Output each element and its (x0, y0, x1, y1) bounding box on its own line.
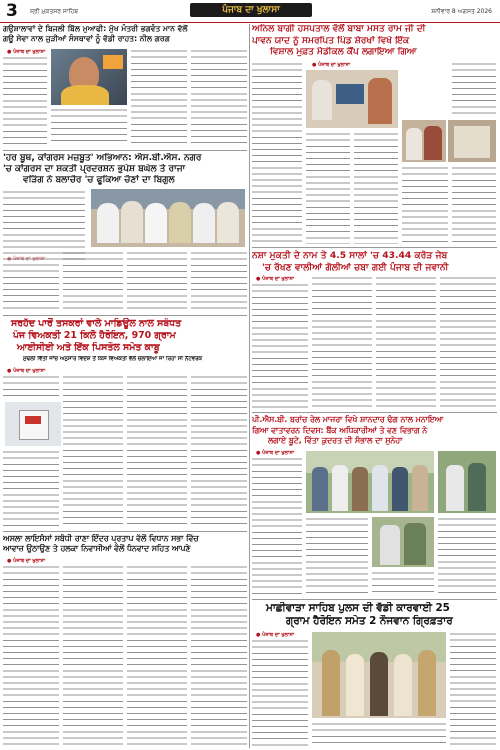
story-3-body-col-3 (127, 375, 187, 528)
story-4-headline-1: ਅਸਲਾ ਲਾਇਸੰਸਾਂ ਸਬੰਧੀ ਰਾਣਾ ਇੰਦਰ ਪ੍ਰਤਾਪ ਵੱਲੋਂ ਵਿਧਾਨ ਸਭਾ ਵਿੱਚ (3, 534, 199, 543)
story-1-body-col-4 (191, 49, 247, 146)
story-7-byline: ● ਪੰਜਾਬ ਦਾ ਖੁਲਾਸਾ (256, 450, 295, 456)
story-5-body-col-2 (306, 132, 350, 244)
story-3-headline-2: ਪੰਜ ਵਿਅਕਤੀ 21 ਕਿਲੋ ਹੈਰੋਇਨ, 970 ਗ੍ਰਾਮ (13, 330, 176, 341)
story-5-body-col-3 (354, 132, 398, 244)
story-1-byline: ● ਪੰਜਾਬ ਦਾ ਖੁਲਾਸਾ (7, 49, 46, 55)
story-2-body-col-4 (191, 251, 247, 311)
story-5-byline: ● ਪੰਜਾਬ ਦਾ ਖੁਲਾਸਾ (312, 62, 351, 68)
story-7-body-col-4 (438, 517, 496, 595)
story-5-body-col-6 (452, 166, 496, 244)
story-8-body-col-1 (252, 639, 308, 746)
story-3-byline: ● ਪੰਜਾਬ ਦਾ ਖੁਲਾਸਾ (7, 368, 46, 374)
story-1-headline-2-row (3, 34, 247, 44)
divider (3, 150, 247, 151)
page-number: 3 (6, 1, 18, 21)
story-6 (252, 250, 497, 410)
divider (3, 531, 247, 532)
story-8-body-col-3 (450, 632, 496, 746)
story-6-body-col-3 (376, 276, 436, 408)
story-7-photo-2 (438, 451, 496, 513)
story-5-headline-1: ਅਨਿਲ ਬਾਗੀ ਹਸਪਤਾਲ ਵੱਲੋਂ ਬਾਬਾ ਮਸਤ ਰਾਮ ਜੀ ਦੀ (252, 24, 426, 34)
story-1-photo (51, 49, 127, 105)
story-8 (252, 602, 497, 748)
story-8-headline-1: ਮਾਛੀਵਾੜਾ ਸਾਹਿਬ ਪੁਲਸ ਦੀ ਵੱਡੀ ਕਾਰਵਾਈ 25 (266, 602, 450, 614)
story-4-body-col-4 (191, 565, 247, 745)
story-6-body-col-2 (312, 276, 372, 408)
newspaper-name: ਸ੍ਰੀ ਮੁਕਤਸਰ ਸਾਹਿਬ (30, 8, 79, 15)
story-4-byline: ● ਪੰਜਾਬ ਦਾ ਖੁਲਾਸਾ (7, 558, 46, 564)
story-3-body-col-4 (191, 375, 247, 528)
story-4-body-col-2 (63, 565, 123, 745)
story-2-headline-2: 'ਚ ਕਾਂਗਰਸ ਦਾ ਸ਼ਕਤੀ ਪ੍ਰਦਰਸ਼ਨ ਭੁਪੇਸ਼ ਬਘੇਲ ਤੇ ਰਾਜਾ (3, 164, 186, 174)
story-8-headline-2: ਗ੍ਰਾਮ ਹੈਰੋਇਨ ਸਮੇਤ 2 ਨੌਜਵਾਨ ਗ੍ਰਿਫ਼ਤਾਰ (286, 615, 453, 627)
story-3 (3, 318, 247, 530)
story-5-headline-3: ਵਿਸ਼ਾਲ ਮੁਫ਼ਤ ਮੈਡੀਕਲ ਕੈਂਪ ਲਗਾਇਆ ਗਿਆ (270, 47, 417, 57)
story-1-body-col-3 (131, 49, 187, 146)
story-2-photo (91, 189, 245, 247)
story-3-subhead: ਮੁੱਢਲੀ ਵਿੱਤੀ ਜਾਂਚ ਅਨੁਸਾਰ ਵਿਦੇਸ਼ ਤੋਂ ਕਿਸੇ ਵਿਅਕਤੀ ਵੱਲੋਂ ਚਲਾਇਆ ਜਾ ਰਿਹਾ ਸੀ ਨੈੱਟਵਰਕ (23, 356, 203, 362)
story-1-body-col-1 (3, 56, 47, 146)
story-4-headline-2: ਆਵਾਜ਼ ਉਠਾਉਣ ਤੇ ਹਲਕਾ ਨਿਵਾਸੀਆਂ ਵੱਲੋਂ ਧੰਨਵਾਦ ਸਹਿਤ ਆਪਣੇ (3, 544, 191, 553)
story-2-headline-1: 'ਹਰ ਬੂਥ, ਕਾਂਗਰਸ ਮਜ਼ਬੂਤ' ਅਭਿਆਨ: ਐਸ.ਬੀ.ਐਸ. ਨਗਰ (3, 153, 202, 163)
story-3-body-col-2 (63, 375, 123, 528)
story-4-body-col-1 (3, 565, 59, 745)
page-header (0, 0, 500, 23)
story-2-body-col-3 (127, 251, 187, 311)
story-7 (252, 415, 497, 597)
story-6-headline-1: ਨਸ਼ਾ ਮੁਕਤੀ ਦੇ ਨਾਮ ਤੇ 4.5 ਸਾਲਾਂ 'ਚ 43.44 ਕਰੋੜ ਜੇਬ (252, 250, 448, 261)
story-8-photo (312, 632, 446, 718)
story-5-photo-1 (306, 70, 398, 128)
divider (252, 412, 497, 413)
divider (252, 599, 497, 600)
story-3-headline-3: ਆਈਸੀਈ ਅਤੇ ਇੱਕ ਪਿਸਤੌਲ ਸਮੇਤ ਕਾਬੂ (17, 342, 160, 353)
story-4-body-col-3 (127, 565, 187, 745)
story-4 (3, 534, 247, 748)
story-6-body-col-4 (440, 276, 496, 408)
column-divider (249, 24, 250, 748)
story-7-photo-3 (372, 517, 434, 567)
divider (252, 247, 497, 248)
story-8-body-col-2 (312, 722, 446, 746)
page-date: ਸ਼ਨੀਵਾਰ 8 ਅਗਸਤ 2026 (431, 8, 492, 15)
story-7-headline-1: ਪੀ.ਐਸ.ਬੀ. ਬਰਾਂਚ ਰੇਲ ਮਾਜਰਾ ਵਿਖੇ ਸ਼ਾਨਦਾਰ ਢੰਗ ਨਾਲ ਮਨਾਇਆ (252, 415, 444, 424)
story-7-body-col-2 (306, 517, 368, 595)
story-7-headline-2: ਗਿਆ ਵਾਤਾਵਰਨ ਦਿਵਸ: ਬੈਂਕ ਅਧਿਕਾਰੀਆਂ ਤੇ ਵਣ ਵਿਭਾਗ ਨੇ (252, 425, 428, 435)
divider (3, 315, 247, 316)
story-1-headline-1: ਗਉਸ਼ਾਲਾਵਾਂ ਦੇ ਬਿਜਲੀ ਬਿੱਲ ਮੁਆਫੀ: ਮੁੱਖ ਮੰਤਰੀ ਭਗਵੰਤ ਮਾਨ ਵੱਲੋਂ (3, 24, 188, 33)
story-5-body-col-4 (402, 166, 448, 244)
story-7-headline-3: ਲਗਾਏ ਬੂਟੇ, ਵਿੱਤਾ ਕੁਦਰਤ ਦੀ ਸੰਭਾਲ ਦਾ ਸੁਨੇਹਾ (268, 436, 403, 445)
story-6-headline-2: 'ਚ ਰੱਖਣ ਵਾਲੀਆਂ ਗੋਲੀਆਂ ਚਬਾ ਗਈ ਪੰਜਾਬ ਦੀ ਜਵਾਨੀ (262, 261, 449, 273)
story-5-headline-2: ਪਾਵਨ ਯਾਦ ਨੂੰ ਸਮਰਪਿਤ ਪਿੰਡ ਸ਼ੇਰਖਾਂ ਵਿਖੇ ਇੱਕ (252, 35, 410, 46)
story-5-body-col-5 (452, 62, 496, 116)
story-3-body-col-1b (3, 450, 59, 528)
story-1 (3, 24, 247, 148)
story-3-headline-1: ਸਰਹੱਦ ਪਾਰੋਂ ਤਸਕਰਾਂ ਵਾਲੇ ਮਾਡਿਊਲ ਨਾਲ ਸਬੰਧਤ (11, 318, 182, 329)
story-1-headline-2: ਗਊ ਸੇਵਾ ਨਾਲ ਜੁੜੀਆਂ ਸੰਸਥਾਵਾਂ ਨੂੰ ਵੱਡੀ ਰਾਹਤ: ਨੀਲ ਗਰਗ (3, 34, 170, 43)
story-5-photo-2 (402, 120, 446, 162)
story-2-body-left-upper (3, 190, 85, 262)
story-7-photo-1 (306, 451, 434, 513)
story-3-body-col-1 (3, 375, 59, 399)
page-banner (190, 3, 312, 17)
story-1-body-col-2 (51, 108, 127, 146)
story-6-body-col-1 (252, 283, 308, 408)
story-2-body-col-1 (3, 263, 59, 311)
story-3-photo (5, 402, 61, 446)
story-5 (252, 24, 497, 246)
story-6-byline: ● ਪੰਜਾਬ ਦਾ ਖੁਲਾਸਾ (256, 276, 295, 282)
story-2-headline-3: ਵੜਿੰਗ ਨੇ ਬਲਾਚੌਰ 'ਚ ਫੂਕਿਆ ਚੋਣਾਂ ਦਾ ਬਿਗੁਲ (23, 175, 175, 185)
story-7-body-col-1 (252, 457, 302, 595)
story-7-body-col-3 (372, 571, 434, 595)
story-5-photo-3 (448, 120, 496, 162)
page-banner-text: ਪੰਜਾਬ ਦਾ ਖੁਲਾਸਾ (222, 5, 280, 15)
story-5-body-col-1 (252, 62, 302, 244)
story-8-byline: ● ਪੰਜਾਬ ਦਾ ਖੁਲਾਸਾ (256, 632, 295, 638)
